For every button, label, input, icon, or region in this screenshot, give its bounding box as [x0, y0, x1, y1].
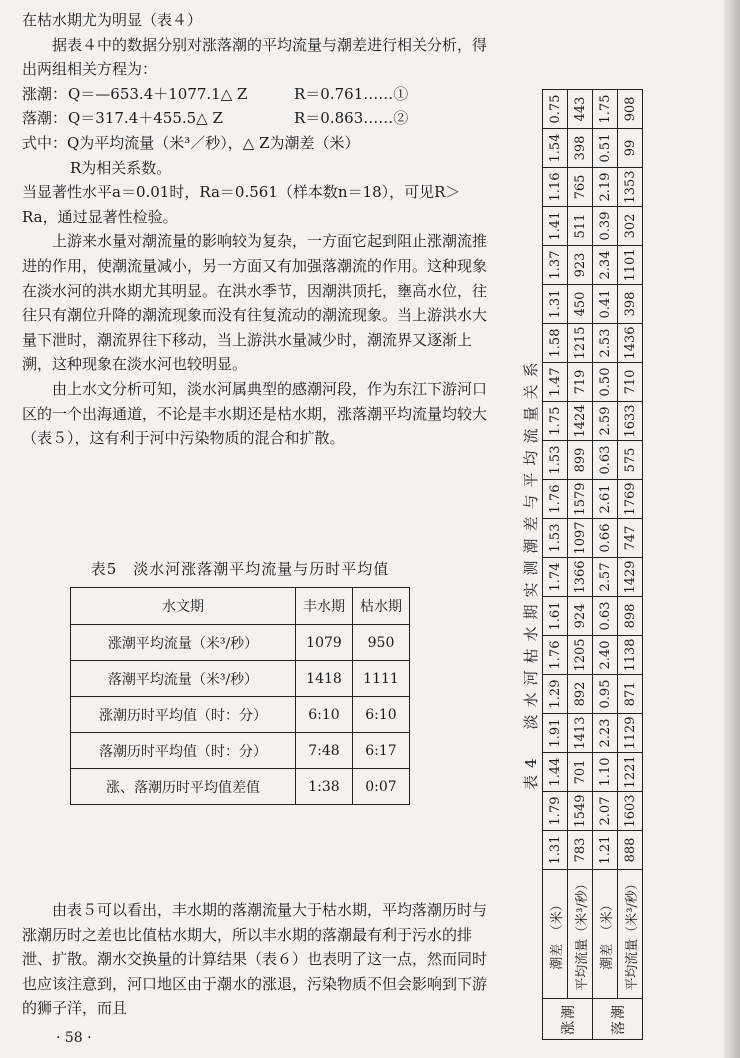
table-cell: 1.21 [593, 831, 618, 870]
table-cell: 1101 [618, 246, 643, 285]
table-cell: 1221 [618, 753, 643, 792]
table-cell: 747 [618, 519, 643, 558]
table-cell: 6:17 [353, 733, 410, 769]
table-row [71, 661, 410, 697]
table-cell: 1603 [618, 792, 643, 831]
table-cell: 783 [568, 831, 593, 870]
table-cell: 443 [568, 90, 593, 129]
table-cell: 6:10 [353, 697, 410, 733]
table-cell: 1633 [618, 402, 643, 441]
table-cell: 1097 [568, 519, 593, 558]
paragraph: 在枯水期尤为明显（表４） [22, 11, 203, 29]
table-cell: 892 [568, 675, 593, 714]
table-cell: 0.66 [593, 519, 618, 558]
table-cell: 888 [618, 831, 643, 870]
table-cell: 765 [568, 168, 593, 207]
table-cell: 1.79 [543, 792, 568, 831]
table-cell: 1418 [296, 661, 353, 697]
table-cell: 719 [568, 363, 593, 402]
paragraph: 由上水文分析可知，淡水河属典型的感潮河段，作为东江下游河口区的一个出海通道，不论是丰水期还是枯水期，涨落潮平均流量均较大（表５），这有利于河中污染物质的混合和扩散。 [22, 379, 488, 448]
row-label: 平均流量（米³/秒） [618, 870, 643, 999]
page-number: · 58 · [56, 1030, 92, 1046]
table-cell: 1138 [618, 636, 643, 675]
table-row [71, 697, 410, 733]
group-label: 落潮 [593, 999, 643, 1040]
table-cell: 924 [568, 597, 593, 636]
table-row [568, 90, 593, 1040]
table-cell: 398 [618, 285, 643, 324]
equation-r: R＝0.761……① [294, 84, 409, 103]
table-cell: 1769 [618, 480, 643, 519]
table-cell: 450 [568, 285, 593, 324]
row-label: 潮差 （米） [593, 870, 618, 999]
table-cell: 701 [568, 753, 593, 792]
table-row [71, 769, 410, 805]
table-cell: 0.51 [593, 129, 618, 168]
table-cell: 1:38 [296, 769, 353, 805]
table-cell: 908 [618, 90, 643, 129]
table-cell: 0.63 [593, 597, 618, 636]
paragraph: 由表５可以看出，丰水期的落潮流量大于枯水期，平均落潮历时与涨潮历时之差也比值枯水期大，所以丰水期的落潮最有利于污水的排泄、扩散。潮水交换量的计算结果（表６）也表明了这一点，然而同时也应该注意到，河口地区由于潮水的涨退，污染物质不但会影响到下游的狮子洋，而且 [22, 901, 488, 1018]
paragraph: 据表４中的数据分别对涨落潮的平均流量与潮差进行相关分析，得出两组相关方程为： [22, 35, 488, 79]
equation-label: 涨潮： [22, 84, 68, 103]
table-cell: 2.07 [593, 792, 618, 831]
table-cell: 1.16 [543, 168, 568, 207]
table-row [543, 90, 568, 1040]
table-cell: 1.53 [543, 441, 568, 480]
table-cell: 0.50 [593, 363, 618, 402]
table-cell: 1549 [568, 792, 593, 831]
table-cell: 1.54 [543, 129, 568, 168]
table-cell: 涨、落潮历时平均值差值 [71, 769, 296, 805]
table-cell: 899 [568, 441, 593, 480]
table-cell: 1.47 [543, 363, 568, 402]
table-cell: 1.58 [543, 324, 568, 363]
table-cell: 1.76 [543, 480, 568, 519]
table-cell: 923 [568, 246, 593, 285]
table-4-caption: 表4 淡水河枯水期实测潮差与平均流量关系 [522, 355, 540, 790]
body-text-top [22, 8, 492, 451]
table-cell: 0:07 [353, 769, 410, 805]
table-cell: 398 [568, 129, 593, 168]
table-cell: 1.76 [543, 636, 568, 675]
equation-body: Q＝—653.4＋1077.1△ Z [68, 84, 248, 103]
table-cell: 575 [618, 441, 643, 480]
table-cell: 511 [568, 207, 593, 246]
table-cell: 99 [618, 129, 643, 168]
table-cell: 落潮平均流量（米³/秒） [71, 661, 296, 697]
table-cell: 涨潮平均流量（米³/秒） [71, 625, 296, 661]
table-cell: 1205 [568, 636, 593, 675]
table-cell: 1.61 [543, 597, 568, 636]
table-cell: 2.57 [593, 558, 618, 597]
table-cell: 1.53 [543, 519, 568, 558]
row-label: 潮差 （米） [543, 870, 568, 999]
table-cell: 871 [618, 675, 643, 714]
table-5-grid [70, 587, 410, 805]
table-cell: 0.39 [593, 207, 618, 246]
table-cell: 1429 [618, 558, 643, 597]
table-4 [520, 10, 725, 1040]
table-cell: 1424 [568, 402, 593, 441]
table-cell: 710 [618, 363, 643, 402]
table-4-grid [542, 89, 643, 1040]
table-cell: 1.74 [543, 558, 568, 597]
table-cell: 落潮历时平均值（时：分） [71, 733, 296, 769]
table-cell: 1215 [568, 324, 593, 363]
table-cell: 2.34 [593, 246, 618, 285]
group-label: 涨潮 [543, 999, 593, 1040]
table-cell: 1.44 [543, 753, 568, 792]
table-5-caption: 表5 淡水河涨落潮平均流量与历时平均值 [90, 560, 390, 578]
paragraph: 上游来水量对潮流量的影响较为复杂，一方面它起到阻止涨潮流推进的作用，使潮流量减小，另一方面又有加强落潮流的作用。这种现象在淡水河的洪水期尤其明显。在洪水季节，因潮洪顶托，壅高水位，往往只有潮位升降的潮流现象而没有往复流动的潮流现象。当上游洪水大量下泄时，潮流界往下移动，当上游洪水量减少时，潮流界又逐渐上溯，这种现象在淡水河也较明显。 [22, 232, 488, 374]
table-cell: 1.10 [593, 753, 618, 792]
table-cell: 1.41 [543, 207, 568, 246]
table-cell: 2.19 [593, 168, 618, 207]
body-text-bottom [22, 883, 492, 1036]
table-cell: 2.53 [593, 324, 618, 363]
definition: R为相关系数。 [70, 158, 172, 177]
table-cell: 2.61 [593, 480, 618, 519]
table-cell: 302 [618, 207, 643, 246]
table-cell: 1.31 [543, 285, 568, 324]
table-row [71, 625, 410, 661]
table-header-cell: 水文期 [71, 588, 296, 625]
table-cell: 898 [618, 597, 643, 636]
table-header-cell: 枯水期 [353, 588, 410, 625]
table-cell: 1366 [568, 558, 593, 597]
equation-r: R＝0.863……② [294, 109, 409, 128]
table-row [71, 733, 410, 769]
table-cell: 1579 [568, 480, 593, 519]
table-cell: 1079 [296, 625, 353, 661]
table-cell: 1.75 [593, 90, 618, 129]
table-cell: 1.91 [543, 714, 568, 753]
table-cell: 0.95 [593, 675, 618, 714]
equation-rising [22, 82, 492, 107]
table-cell: 2.59 [593, 402, 618, 441]
table-cell: 1.29 [543, 675, 568, 714]
table-cell: 1353 [618, 168, 643, 207]
row-label: 平均流量（米³/秒） [568, 870, 593, 999]
table-cell: 2.40 [593, 636, 618, 675]
table-header-cell: 丰水期 [296, 588, 353, 625]
table-cell: 1.37 [543, 246, 568, 285]
table-cell: 0.63 [593, 441, 618, 480]
table-cell: 涨潮历时平均值（时：分） [71, 697, 296, 733]
table-cell: 6:10 [296, 697, 353, 733]
equation-label: 落潮： [22, 109, 68, 128]
table-cell: 1.31 [543, 831, 568, 870]
table-cell: 1129 [618, 714, 643, 753]
table-cell: 950 [353, 625, 410, 661]
table-cell: 1436 [618, 324, 643, 363]
table-cell: 1413 [568, 714, 593, 753]
equation-falling [22, 106, 492, 131]
table-cell: 0.75 [543, 90, 568, 129]
table-row [618, 90, 643, 1040]
table-cell: 7:48 [296, 733, 353, 769]
table-5 [70, 558, 410, 805]
paragraph: 当显著性水平a＝0.01时，Ra＝0.561（样本数n＝18），可见R＞Ra，通过显著性检验。 [22, 183, 461, 226]
table-cell: 1.75 [543, 402, 568, 441]
scan-edge [724, 0, 740, 1058]
equation-body: Q＝317.4＋455.5△ Z [68, 109, 223, 128]
table-cell: 2.23 [593, 714, 618, 753]
table-row [593, 90, 618, 1040]
table-cell: 1111 [353, 661, 410, 697]
table-cell: 0.41 [593, 285, 618, 324]
definition: 式中：Q为平均流量（米³／秒），△ Z为潮差（米） [22, 133, 360, 152]
